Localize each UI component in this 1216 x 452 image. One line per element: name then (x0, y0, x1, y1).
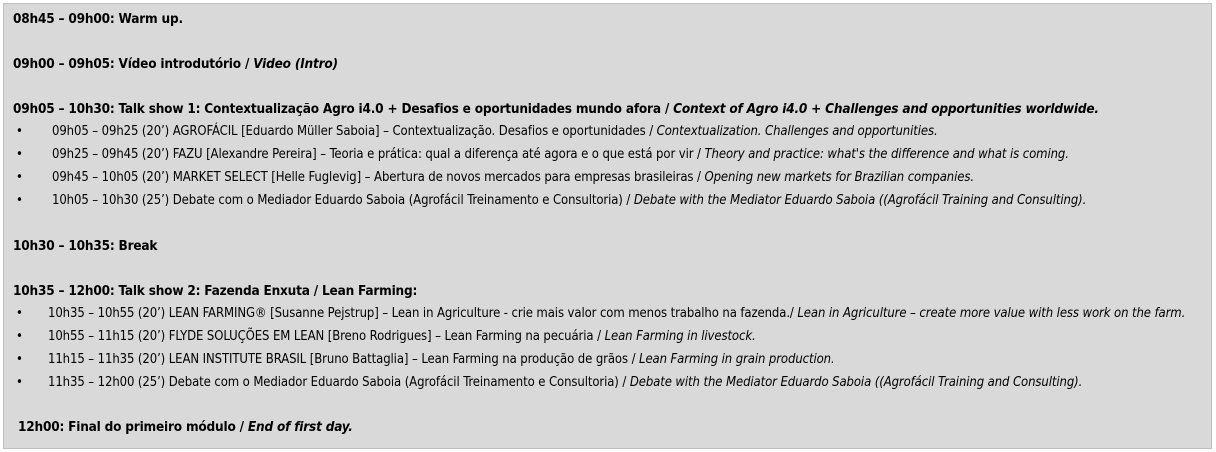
bullet-icon: • (16, 147, 23, 162)
bullet-icon: • (16, 193, 23, 208)
intro-pt: 09h00 – 09h05: Vídeo introdutório / (13, 56, 254, 72)
warmup-line (13, 11, 183, 27)
talk2-item-2 (48, 329, 756, 345)
talk1-pt: 09h05 – 10h30: Talk show 1: Contextualização Agro i4.0 + Desafios e oportunidades mundo afora / (13, 101, 674, 117)
talk1-item-1 (52, 124, 938, 140)
talk2-item-3-en: Lean Farming in grain production. (639, 352, 835, 367)
talk2-item-1 (48, 306, 1185, 322)
talk1-item-4-en: Debate with the Mediator Eduardo Saboia ((Agrofácil Training and Consulting). (633, 193, 1087, 208)
talk1-en: Context of Agro i4.0 + Challenges and opportunities worldwide. (673, 101, 1099, 117)
talk1-item-3-pt: 09h45 – 10h05 (20’) MARKET SELECT [Helle Fuglevig] – Abertura de novos mercados para empresas brasileiras / (52, 170, 705, 185)
talk1-item-3 (52, 170, 974, 186)
talk1-item-2-pt: 09h25 – 09h45 (20’) FAZU [Alexandre Pereira] – Teoria e prática: qual a diferença até agora e o que está por vir / (52, 147, 705, 162)
talk1-item-1-pt: 09h05 – 09h25 (20’) AGROFÁCIL [Eduardo Müller Saboia] – Contextualização. Desafios e oportunidades / (52, 124, 657, 139)
end-en: End of first day. (247, 419, 353, 435)
talk2-item-3 (48, 352, 835, 368)
intro-line (13, 56, 338, 72)
talk1-item-1-en: Contextualization. Challenges and opportunities. (656, 124, 938, 139)
break-text: 10h30 – 10h35: Break (13, 238, 158, 254)
talk1-item-4-pt: 10h05 – 10h30 (25’) Debate com o Mediador Eduardo Saboia (Agrofácil Treinamento e Consultoria) / (52, 193, 634, 208)
talk1-heading (13, 101, 1099, 117)
warmup-text: 08h45 – 09h00: Warm up. (13, 11, 183, 27)
talk2-heading (13, 283, 417, 299)
end-line (18, 419, 353, 435)
intro-en: Video (Intro) (253, 56, 338, 72)
bullet-icon: • (16, 352, 23, 367)
talk2-item-3-pt: 11h15 – 11h35 (20’) LEAN INSTITUTE BRASIL [Bruno Battaglia] – Lean Farming na produção de grãos / (48, 352, 640, 367)
bullet-icon: • (16, 170, 23, 185)
schedule-document (3, 3, 1212, 449)
talk2-item-4-en: Debate with the Mediator Eduardo Saboia ((Agrofácil Training and Consulting). (629, 375, 1083, 390)
talk2-pt: 10h35 – 12h00: Talk show 2: Fazenda Enxuta / Lean Farming: (13, 283, 418, 299)
talk2-item-1-pt: 10h35 – 10h55 (20’) LEAN FARMING® [Susanne Pejstrup] – Lean in Agriculture - crie mais valor com menos trabalho na fazenda./ (48, 306, 798, 321)
bullet-icon: • (16, 306, 23, 321)
talk1-item-2-en: Theory and practice: what's the difference and what is coming. (704, 147, 1069, 162)
talk2-item-4-pt: 11h35 – 12h00 (25’) Debate com o Mediador Eduardo Saboia (Agrofácil Treinamento e Consultoria) / (48, 375, 630, 390)
talk2-item-2-pt: 10h55 – 11h15 (20’) FLYDE SOLUÇÕES EM LEAN [Breno Rodrigues] – Lean Farming na pecuária / (48, 329, 605, 344)
talk1-item-3-en: Opening new markets for Brazilian companies. (704, 170, 974, 185)
talk1-item-2 (52, 147, 1069, 163)
bullet-icon: • (16, 375, 23, 390)
break-line (13, 238, 157, 254)
talk2-item-2-en: Lean Farming in livestock. (604, 329, 756, 344)
bullet-icon: • (16, 124, 23, 139)
talk2-item-1-en: Lean in Agriculture – create more value with less work on the farm. (797, 306, 1186, 321)
talk1-item-4 (52, 193, 1086, 209)
end-pt: 12h00: Final do primeiro módulo / (18, 419, 248, 435)
bullet-icon: • (16, 329, 23, 344)
talk2-item-4 (48, 375, 1082, 391)
